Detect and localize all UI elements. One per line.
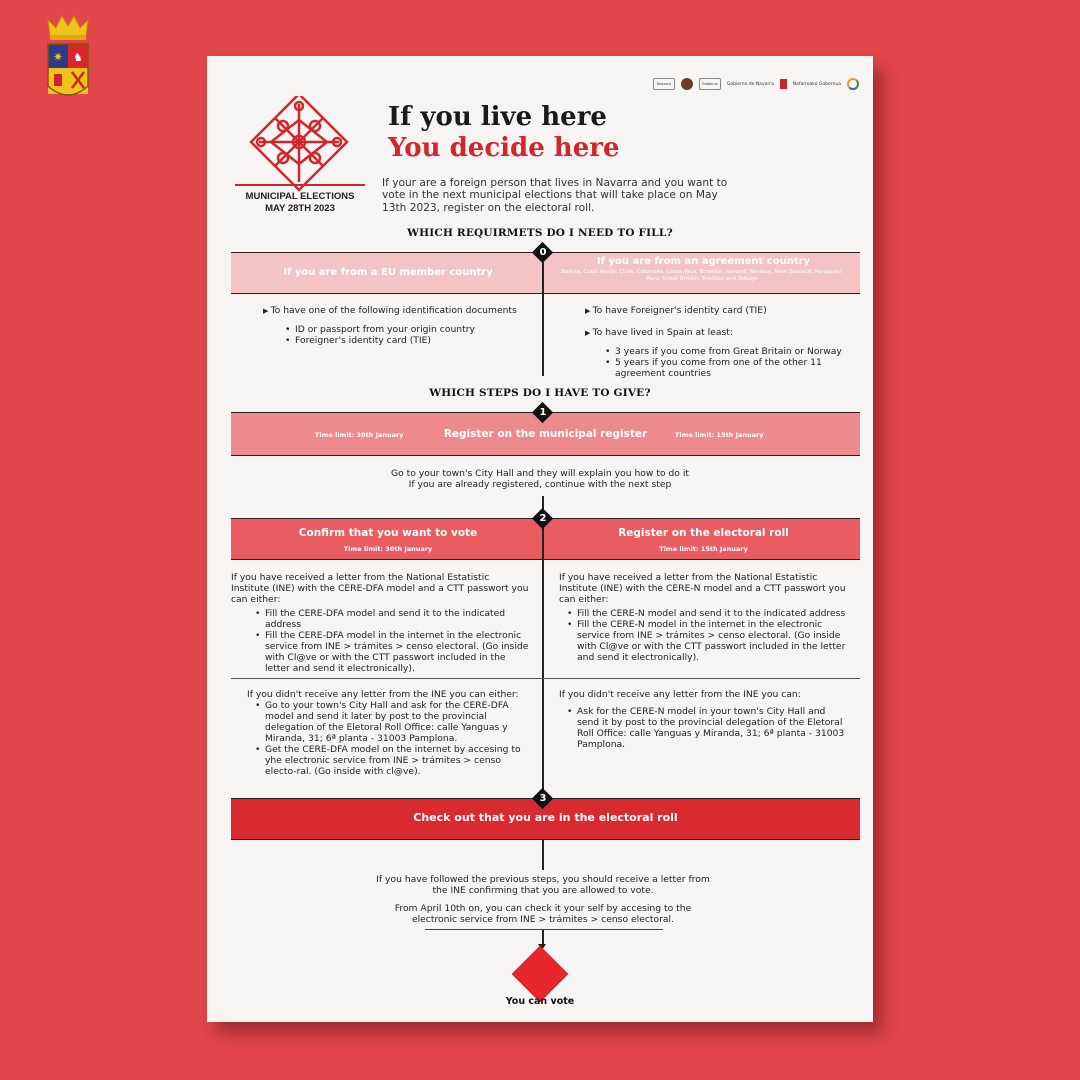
step-1-limit-right: Time limit: 15th January (675, 431, 764, 439)
left-a-item-2: • Fill the CERE-DFA model in the internet in the electronic service from INE > trámites > censo electoral. (Go inside with Cl@ve or with the CTT passwort included in the letter and send it electronically). (255, 630, 529, 674)
intro-paragraph: If your are a foreign person that lives in Navarra and you want to vote in the next municipal elections that will take place on May 13th 2023, register on the electoral roll. (382, 177, 728, 214)
step-2-divider (542, 518, 544, 798)
eu-intro: ▶ To have one of the following identification documents (263, 305, 533, 317)
step-2-left-b (247, 689, 529, 777)
step-1-number: 1 (539, 407, 547, 418)
step-2-number: 2 (539, 513, 547, 524)
step-1-limit-left: Time limit: 30th January (315, 431, 404, 439)
step-2-right-label: Register on the electoral roll (618, 527, 789, 539)
coat-of-arms-icon (44, 14, 92, 100)
gov-eu-logo-text: Nafarroako Gobernua (792, 81, 841, 87)
agreement-sub-1: • 3 years if you come from Great Britain or Norway (605, 346, 845, 357)
agreement-item-1: ▶ To have Foreigner's identity card (TIE) (585, 305, 845, 317)
election-poster (207, 56, 873, 1022)
logos-row (653, 78, 859, 90)
requirements-heading: WHICH REQUIRMETS DO I NEED TO FILL? (407, 227, 673, 239)
left-b-item-2: • Get the CERE-DFA model on the internet by accesing to yhe electronic service from INE > trámites > censo electo-ral. (Go inside with cl@ve). (255, 744, 529, 777)
step-2-separator (231, 678, 860, 679)
step-3-underline (425, 929, 663, 930)
step-3-text-1: If you have followed the previous steps, you should receive a letter from the INE confirming that you are allowed to vote. (376, 874, 710, 896)
step-3-connector (542, 840, 544, 870)
agreement-countries: Bolivia, Cabo Verde, Chile, Colombia, Costa Rica, Ecuador, Iceland, Norway, New Zealand, Paraguay, Peru, Great Britain, Trinidad and Tobago (561, 269, 843, 282)
sdg-logo-icon (847, 78, 859, 90)
headline-line2: You decide here (388, 133, 620, 163)
step-2-left-limit: Time limit: 30th January (343, 545, 433, 553)
steps-heading: WHICH STEPS DO I HAVE TO GIVE? (429, 387, 651, 399)
step-1-line-1: Go to your town's City Hall and they will explain you how to do it (391, 468, 689, 479)
gov-es-logo-text: Gobierno de Navarra (726, 81, 774, 87)
step-1-line-2: If you are already registered, continue with the next step (408, 479, 672, 490)
requirements-divider (542, 252, 544, 376)
right-b-intro: If you didn't receive any letter from the INE you can: (559, 689, 801, 700)
step-0-number: 0 (539, 247, 547, 258)
right-a-intro: If you have received a letter from the National Estatistic Institute (INE) with the CERE-N model and a CTT passwort you can either: (559, 572, 846, 605)
eu-item-1: • ID or passport from your origin country (285, 324, 533, 335)
eu-requirements (263, 305, 533, 346)
navarra-shield-icon (780, 79, 787, 89)
event-title-text: MUNICIPAL ELECTIONS (245, 191, 355, 202)
agreement-label: If you are from an agreement country (596, 256, 811, 267)
eu-label: If you are from a EU member country (283, 267, 493, 278)
left-a-intro: If you have received a letter from the National Estatistic Institute (INE) with the CERE-DFA model and a CTT passwort you can either: (231, 572, 529, 605)
agreement-sub-2: • 5 years if you come from one of the other 11 agreement countries (605, 357, 835, 379)
step-1-label: Register on the municipal register (443, 428, 648, 440)
headline-line1: If you live here (388, 102, 607, 132)
figure-logo-icon (681, 78, 693, 90)
event-title (207, 191, 393, 215)
step-2-right-b (559, 689, 849, 750)
step-1-text (207, 468, 873, 490)
eu-item-2: • Foreigner's identity card (TIE) (285, 335, 533, 346)
step-3-number: 3 (539, 793, 547, 804)
agreement-requirements (585, 305, 845, 379)
final-diamond (512, 946, 569, 1003)
step-2-right-limit: Time limit: 15th January (659, 545, 748, 553)
gobierno-logo: Gobierno (699, 78, 721, 90)
right-b-item-1: • Ask for the CERE-N model in your town's City Hall and send it by post to the provincial delegation of the Eletoral Roll Office: calle Yanguas y Miranda, 31; 6ª planta - 31003 Pamplona. (567, 706, 849, 750)
emblem-underline (235, 184, 365, 186)
step-2-right-a (559, 572, 849, 663)
step-2-left-a (231, 572, 529, 674)
step-3-label: Check out that you are in the electoral roll (413, 811, 678, 824)
left-b-item-1: • Go to your town's City Hall and ask for the CERE-DFA model and send it later by post to the provincial delegation of the Eletoral Roll Office: calle Yanguas y Miranda, 31; 6ª planta - 31003 Pamplona. (255, 700, 529, 744)
svg-text:♞: ♞ (73, 51, 83, 64)
left-a-item-1: • Fill the CERE-DFA model and send it to the indicated address (255, 608, 529, 630)
navarra-logo: Navarra (653, 78, 675, 90)
right-a-item-1: • Fill the CERE-N model and send it to the indicated address (567, 608, 849, 619)
step-3-text (375, 874, 711, 925)
step-3-text-2: From April 10th on, you can check it your self by accesing to the electronic service from INE > trámites > censo electoral. (394, 903, 692, 925)
right-a-item-2: • Fill the CERE-N model in the internet in the electronic service from INE > trámites > censo electoral. (Go inside with Cl@ve or with the CTT passwort included in the letter and send it electronically). (567, 619, 849, 663)
final-label: You can vote (505, 996, 575, 1007)
event-date: MAY 28TH 2023 (265, 203, 335, 214)
left-b-intro: If you didn't receive any letter from the INE you can either: (247, 689, 519, 700)
step-2-left-label: Confirm that you want to vote (298, 527, 478, 539)
agreement-item-2: ▶ To have lived in Spain at least: (585, 327, 845, 339)
svg-text:✷: ✷ (52, 50, 64, 64)
navarra-chain-emblem-icon (247, 96, 351, 192)
